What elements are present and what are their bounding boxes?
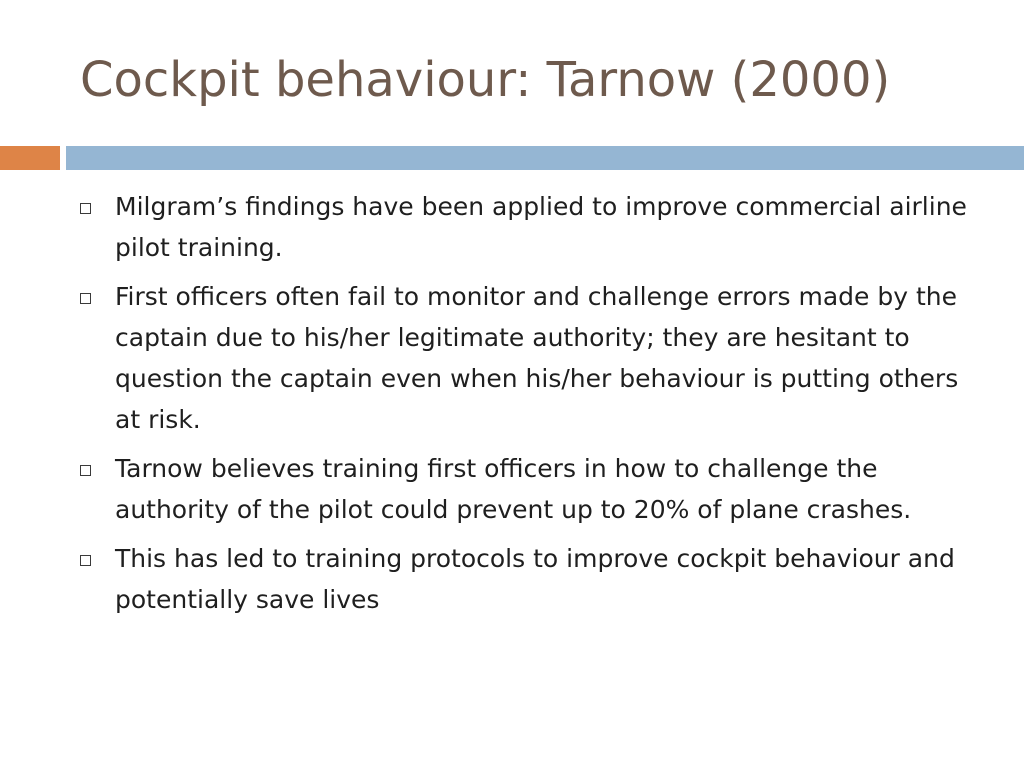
bullet-text: Milgram’s findings have been applied to improve commercial airline pilot training.: [115, 192, 967, 262]
bullet-item: [80, 186, 980, 268]
square-bullet-icon: [80, 555, 91, 566]
bullet-item: [80, 276, 980, 440]
square-bullet-icon: [80, 203, 91, 214]
slide-title: Cockpit behaviour: Tarnow (2000): [80, 52, 891, 108]
title-rule: [66, 146, 1024, 170]
bullet-item: [80, 448, 980, 530]
title-rule-accent: [0, 146, 60, 170]
bullet-list: [80, 186, 980, 628]
bullet-text: Tarnow believes training first officers in how to challenge the authority of the pilot could prevent up to 20% of plane crashes.: [115, 454, 912, 524]
square-bullet-icon: [80, 465, 91, 476]
square-bullet-icon: [80, 293, 91, 304]
bullet-text: First officers often fail to monitor and challenge errors made by the captain due to his/her legitimate authority; they are hesitant to question the captain even when his/her behaviour is putting others at risk.: [115, 282, 959, 434]
bullet-item: [80, 538, 980, 620]
bullet-text: This has led to training protocols to improve cockpit behaviour and potentially save lives: [115, 544, 955, 614]
